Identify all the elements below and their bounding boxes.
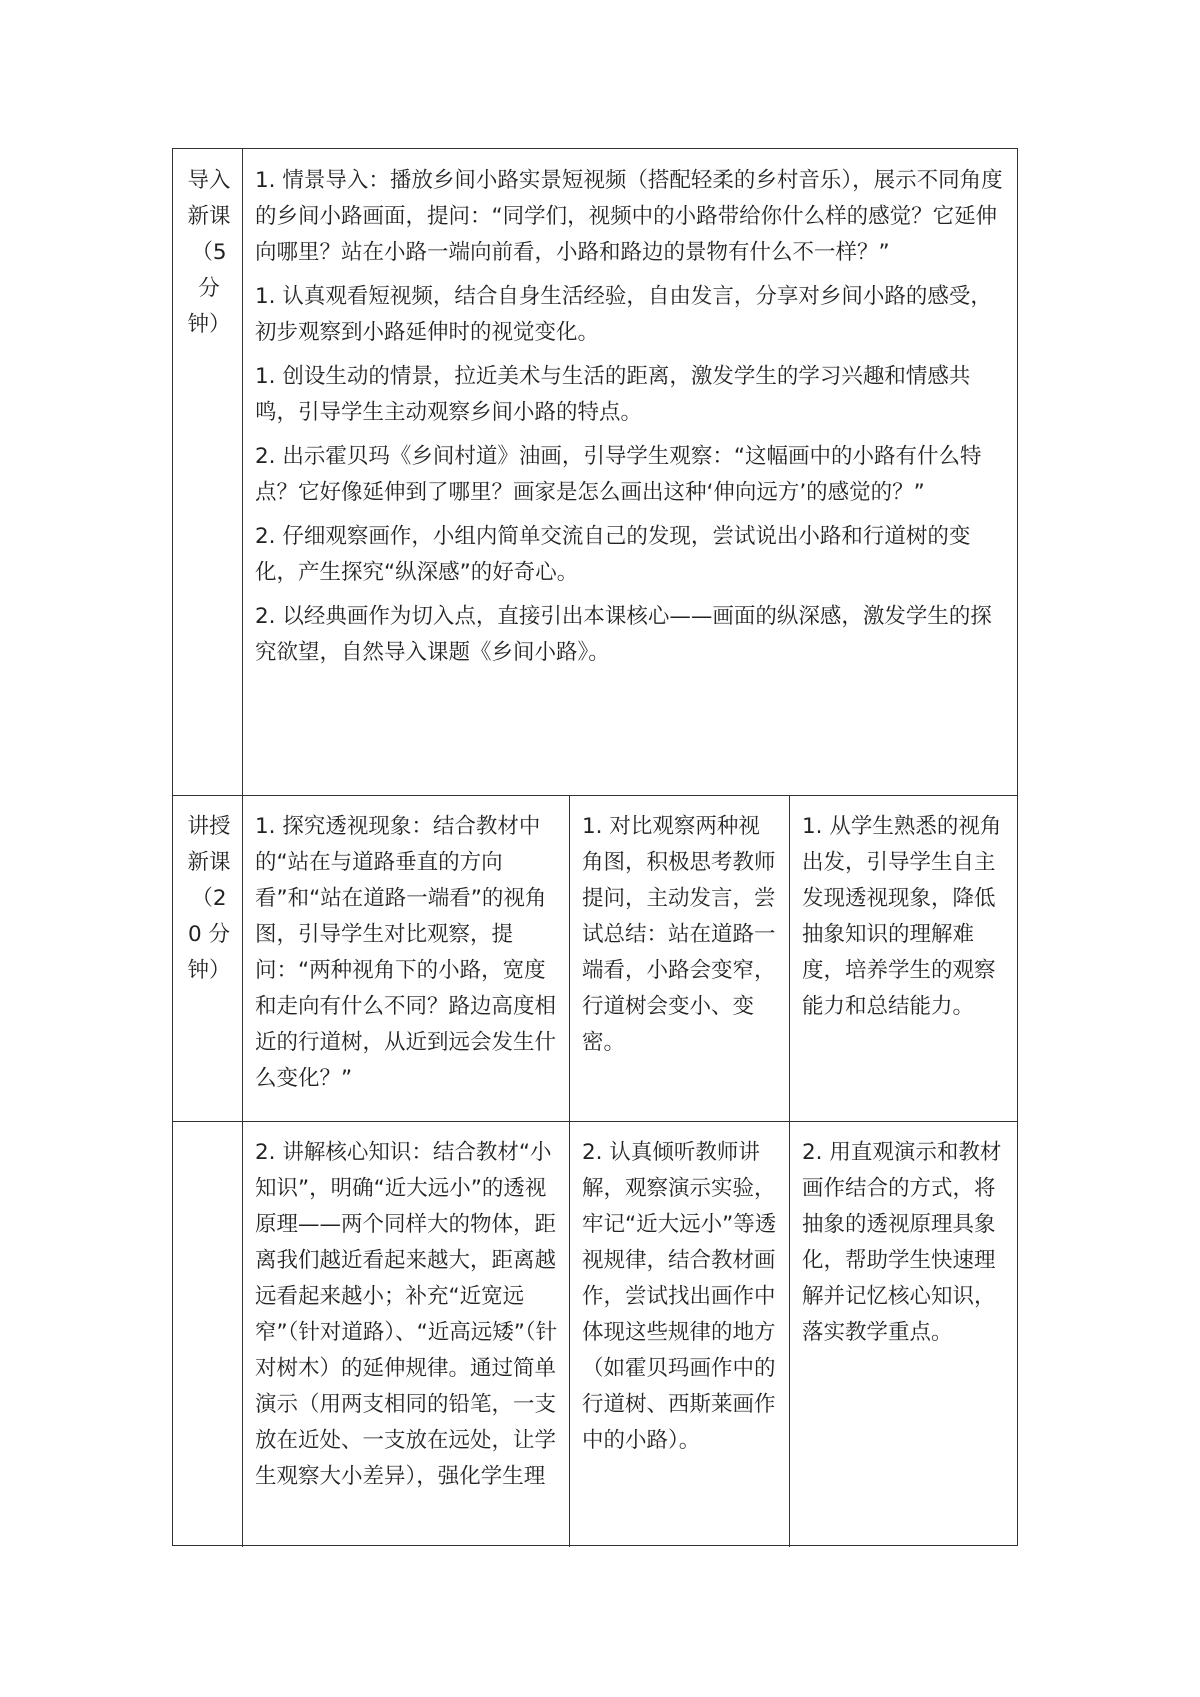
design-purpose-cell: 2. 用直观演示和教材画作结合的方式，将抽象的透视原理具象化，帮助学生快速理解并记忆核心知识，落实教学重点。 <box>802 1140 1002 1345</box>
column-divider <box>789 795 790 1547</box>
column-divider <box>569 795 570 1547</box>
design-purpose-cell: 1. 从学生熟悉的视角出发，引导学生自主发现透视现象，降低抽象知识的理解难度，培养学生的观察能力和总结能力。 <box>802 814 1002 1019</box>
section-label-intro: 导入 新课 （5 分 钟） <box>187 168 231 337</box>
row-divider <box>173 1121 1017 1122</box>
column-divider <box>242 149 243 1547</box>
teacher-activity-cell: 2. 讲解核心知识：结合教材“小知识”，明确“近大远小”的透视原理——两个同样大的物体，距离我们越近看起来越大，距离越远看起来越小；补充“近宽远窄”（针对道路）、“近高远矮”（针对树木）的延伸规律。通过简单演示（用两支相同的铅笔，一支放在近处、一支放在远处，让学生观察大小差异），强化学生理 <box>255 1140 558 1489</box>
student-activity-cell: 1. 对比观察两种视角图，积极思考教师提问，主动发言，尝试总结：站在道路一端看，小路会变窄，行道树会变小、变密。 <box>582 814 776 1055</box>
lesson-plan-table <box>172 148 1018 1546</box>
intro-paragraph: 2. 出示霍贝玛《乡间村道》油画，引导学生观察：“这幅画中的小路有什么特点？它好像延伸到了哪里？画家是怎么画出这种‘伸向远方’的感觉的？” <box>255 444 982 505</box>
intro-paragraph: 2. 仔细观察画作，小组内简单交流自己的发现，尝试说出小路和行道树的变化，产生探究“纵深感”的好奇心。 <box>255 524 971 585</box>
intro-paragraph: 1. 认真观看短视频，结合自身生活经验，自由发言，分享对乡间小路的感受，初步观察到小路延伸时的视觉变化。 <box>255 284 992 345</box>
row-divider <box>173 795 1017 796</box>
intro-content <box>255 163 1009 679</box>
intro-paragraph: 2. 以经典画作为切入点，直接引出本课核心——画面的纵深感，激发学生的探究欲望，自然导入课题《乡间小路》。 <box>255 604 992 665</box>
intro-paragraph: 1. 情景导入：播放乡间小路实景短视频（搭配轻柔的乡村音乐），展示不同角度的乡间小路画面，提问：“同学们，视频中的小路带给你什么样的感觉？它延伸向哪里？站在小路一端向前看，小路和路边的景物有什么不一样？” <box>255 168 1003 265</box>
teacher-activity-cell: 1. 探究透视现象：结合教材中的“站在与道路垂直的方向看”和“站在道路一端看”的视角图，引导学生对比观察，提问：“两种视角下的小路，宽度和走向有什么不同？路边高度相近的行道树，从近到远会发生什么变化？” <box>255 814 557 1091</box>
student-activity-cell: 2. 认真倾听教师讲解，观察演示实验，牢记“近大远小”等透视规律，结合教材画作，尝试找出画作中体现这些规律的地方（如霍贝玛画作中的行道树、西斯莱画作中的小路）。 <box>582 1140 777 1453</box>
intro-paragraph: 1. 创设生动的情景，拉近美术与生活的距离，激发学生的学习兴趣和情感共鸣，引导学生主动观察乡间小路的特点。 <box>255 364 971 425</box>
section-label-lecture: 讲授 新课 （2 0 分 钟） <box>187 814 231 983</box>
